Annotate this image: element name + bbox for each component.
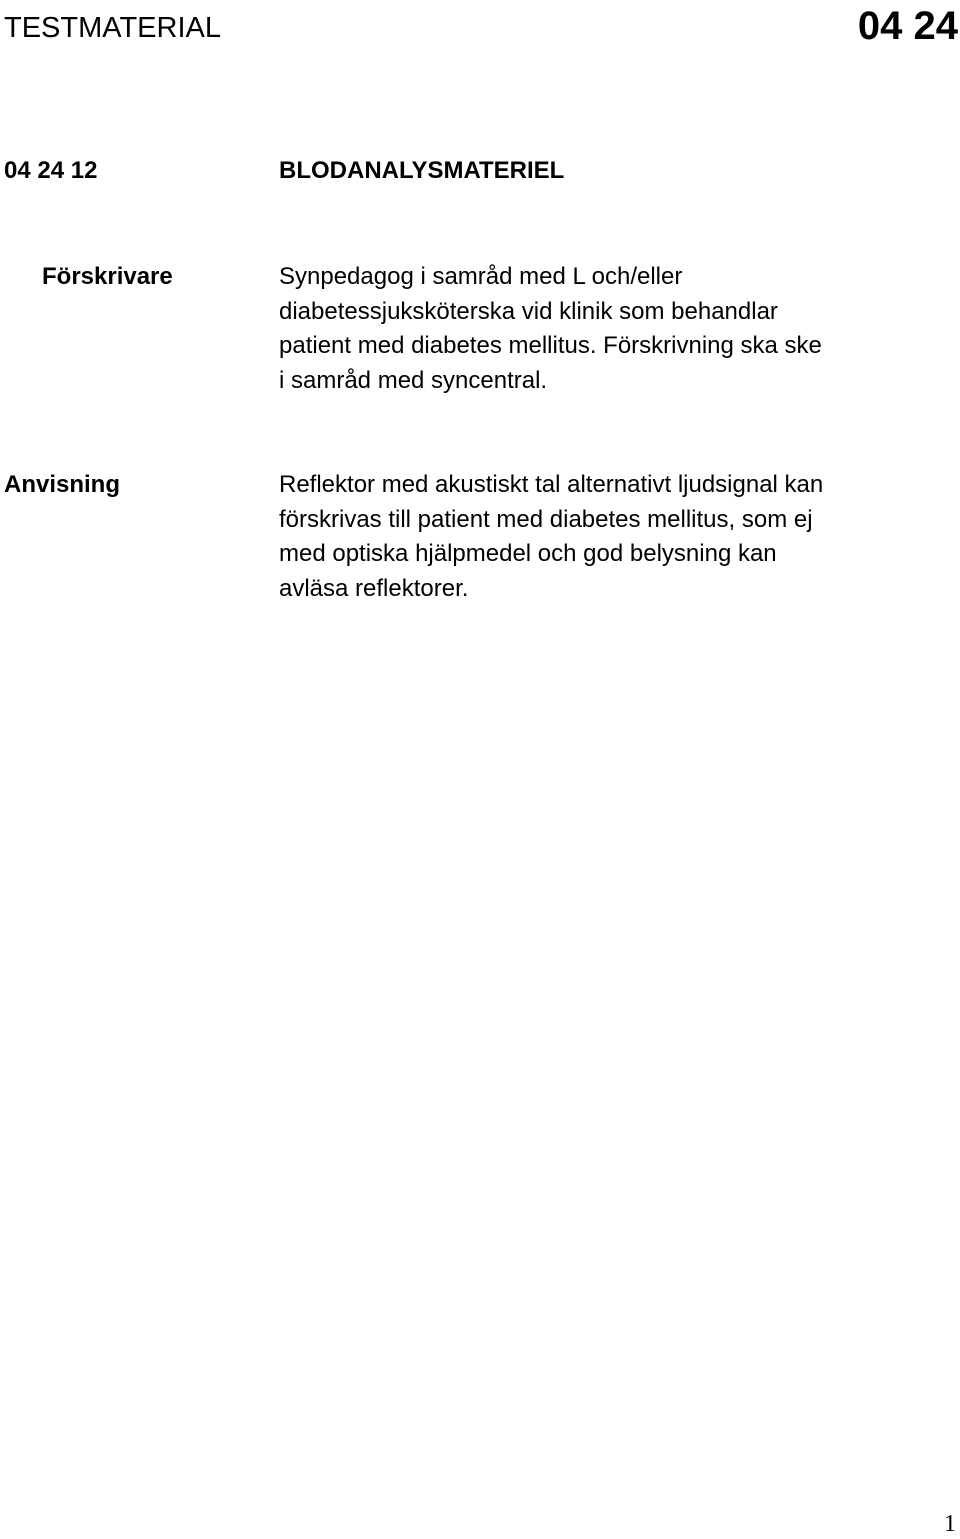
instruction-line: med optiska hjälpmedel och god belysning kan [279, 540, 777, 567]
prescriber-text [279, 260, 959, 398]
page-number: 1 [944, 1511, 956, 1537]
instruction-label: Anvisning [4, 471, 121, 498]
instruction-text [279, 468, 960, 606]
header-code: 04 24 [857, 4, 958, 48]
section-title: BLODANALYSMATERIEL [279, 157, 565, 184]
prescriber-line: patient med diabetes mellitus. Förskrivning ska ske [279, 332, 822, 359]
prescriber-label: Förskrivare [42, 263, 173, 290]
prescriber-line: diabetessjuksköterska vid klinik som behandlar [279, 297, 778, 325]
instruction-line: avläsa reflektorer. [279, 574, 469, 602]
prescriber-line: i samråd med syncentral. [279, 366, 548, 394]
instruction-line: förskrivas till patient med diabetes mellitus, som ej [279, 505, 813, 533]
header-category: TESTMATERIAL [4, 12, 221, 44]
prescriber-line: Synpedagog i samråd med L och/eller [279, 263, 683, 290]
section-code: 04 24 12 [4, 157, 98, 184]
instruction-line: Reflektor med akustiskt tal alternativt ljudsignal kan [279, 471, 824, 498]
